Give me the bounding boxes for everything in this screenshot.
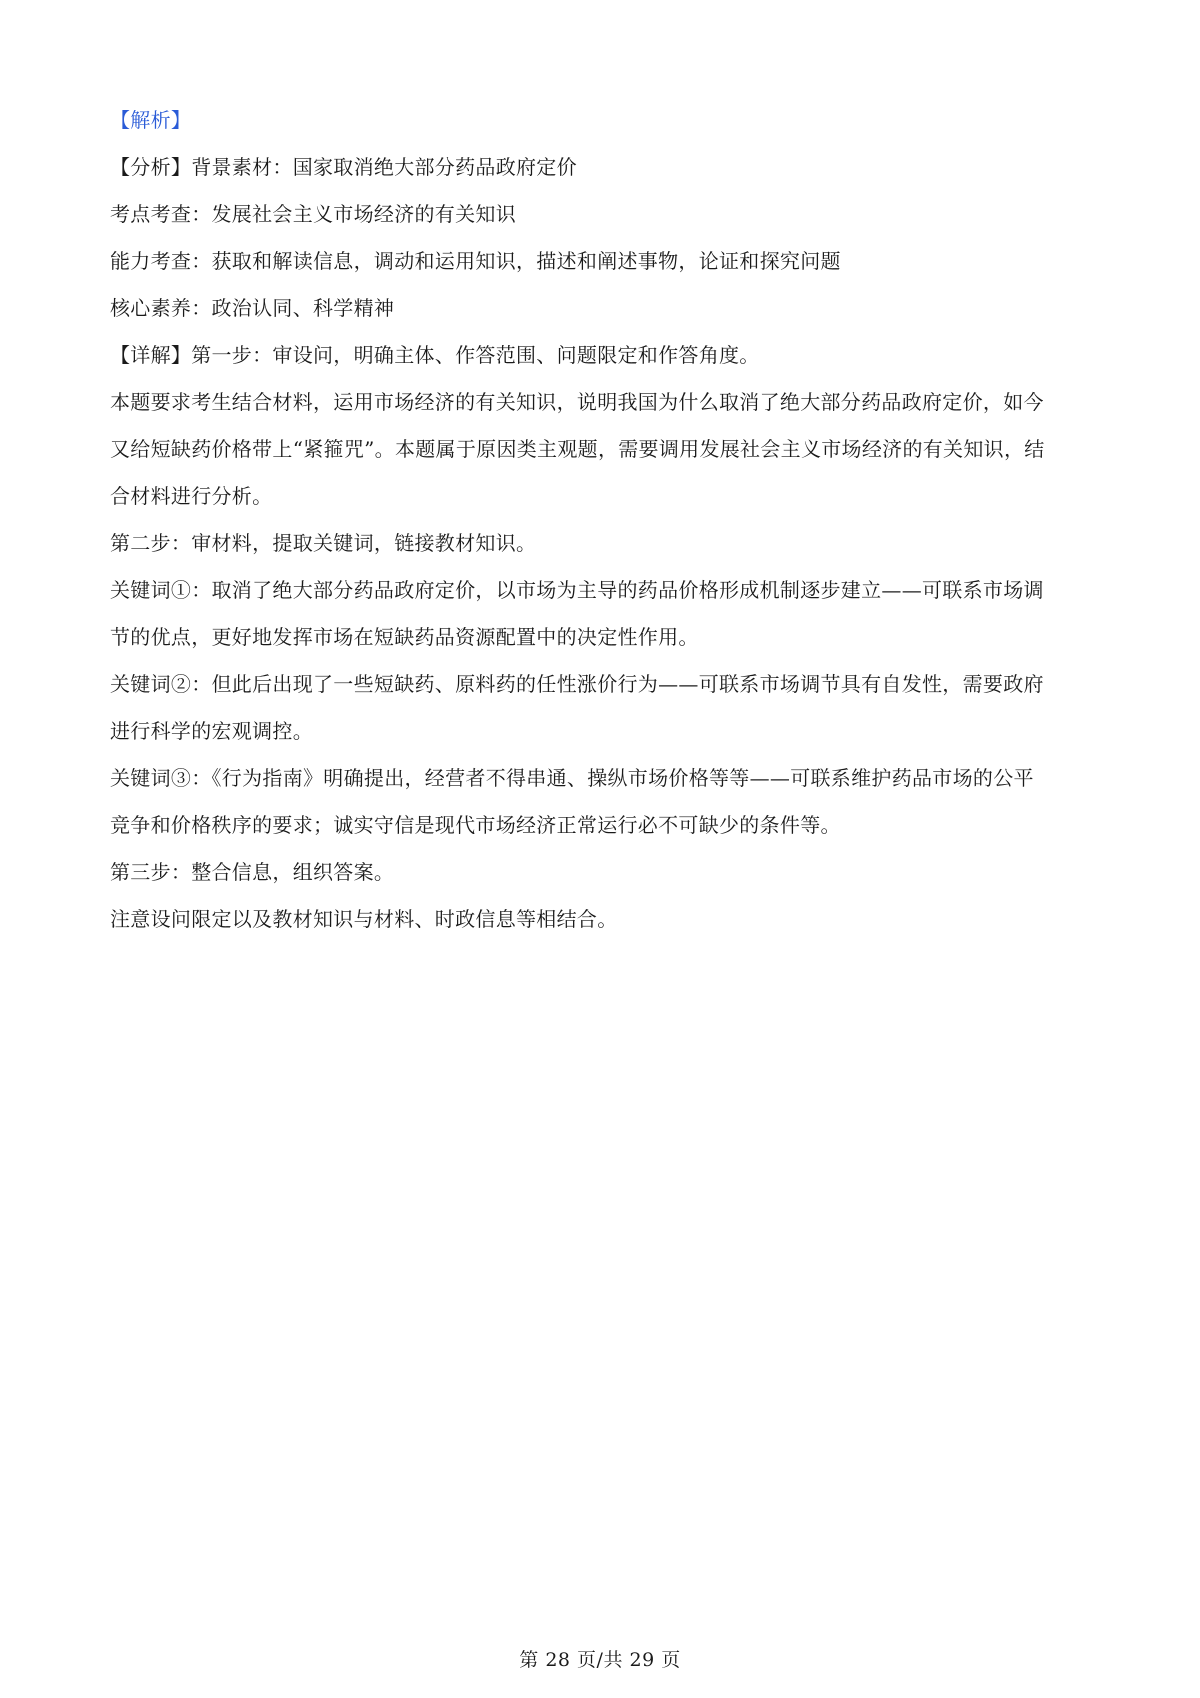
paragraph-line: 节的优点，更好地发挥市场在短缺药品资源配置中的决定性作用。 xyxy=(110,625,699,649)
paragraph-line: 关键词②：但此后出现了一些短缺药、原料药的任性涨价行为——可联系市场调节具有自发性，需要政府 xyxy=(110,672,1044,696)
question-requirement-paragraph xyxy=(110,379,1100,520)
analysis-section-tag: 【解析】 xyxy=(110,108,192,132)
step3-line: 第三步：整合信息，组织答案。 xyxy=(110,860,395,884)
paragraph-line: 进行科学的宏观调控。 xyxy=(110,719,313,743)
paragraph-line: 关键词③：《行为指南》明确提出，经营者不得串通、操纵市场价格等等——可联系维护药品市场的公平 xyxy=(110,766,1034,790)
core-literacy-line: 核心素养：政治认同、科学精神 xyxy=(110,296,395,320)
note-line: 注意设问限定以及教材知识与材料、时政信息等相结合。 xyxy=(110,907,618,931)
keyword-3-paragraph xyxy=(110,755,1100,849)
keyword-1-paragraph xyxy=(110,567,1100,661)
detail-step1-line: 【详解】第一步：审设问，明确主体、作答范围、问题限定和作答角度。 xyxy=(110,343,760,367)
paragraph-line: 本题要求考生结合材料，运用市场经济的有关知识，说明我国为什么取消了绝大部分药品政府定价，如今 xyxy=(110,390,1044,414)
keyword-2-paragraph xyxy=(110,661,1100,755)
paragraph-line: 合材料进行分析。 xyxy=(110,484,273,508)
ability-line: 能力考查：获取和解读信息，调动和运用知识，描述和阐述事物，论证和探究问题 xyxy=(110,249,841,273)
paragraph-line: 竞争和价格秩序的要求；诚实守信是现代市场经济正常运行必不可缺少的条件等。 xyxy=(110,813,841,837)
paragraph-line: 又给短缺药价格带上“紧箍咒”。本题属于原因类主观题，需要调用发展社会主义市场经济的有关知识，结 xyxy=(110,437,1045,461)
answer-analysis xyxy=(110,97,1100,943)
step2-line: 第二步：审材料，提取关键词，链接教材知识。 xyxy=(110,531,537,555)
exam-point-line: 考点考查：发展社会主义市场经济的有关知识 xyxy=(110,202,516,226)
page-number-footer: 第 28 页/共 29 页 xyxy=(519,1649,681,1671)
analysis-line: 【分析】背景素材：国家取消绝大部分药品政府定价 xyxy=(110,155,577,179)
paragraph-line: 关键词①：取消了绝大部分药品政府定价，以市场为主导的药品价格形成机制逐步建立——可联系市场调 xyxy=(110,578,1044,602)
